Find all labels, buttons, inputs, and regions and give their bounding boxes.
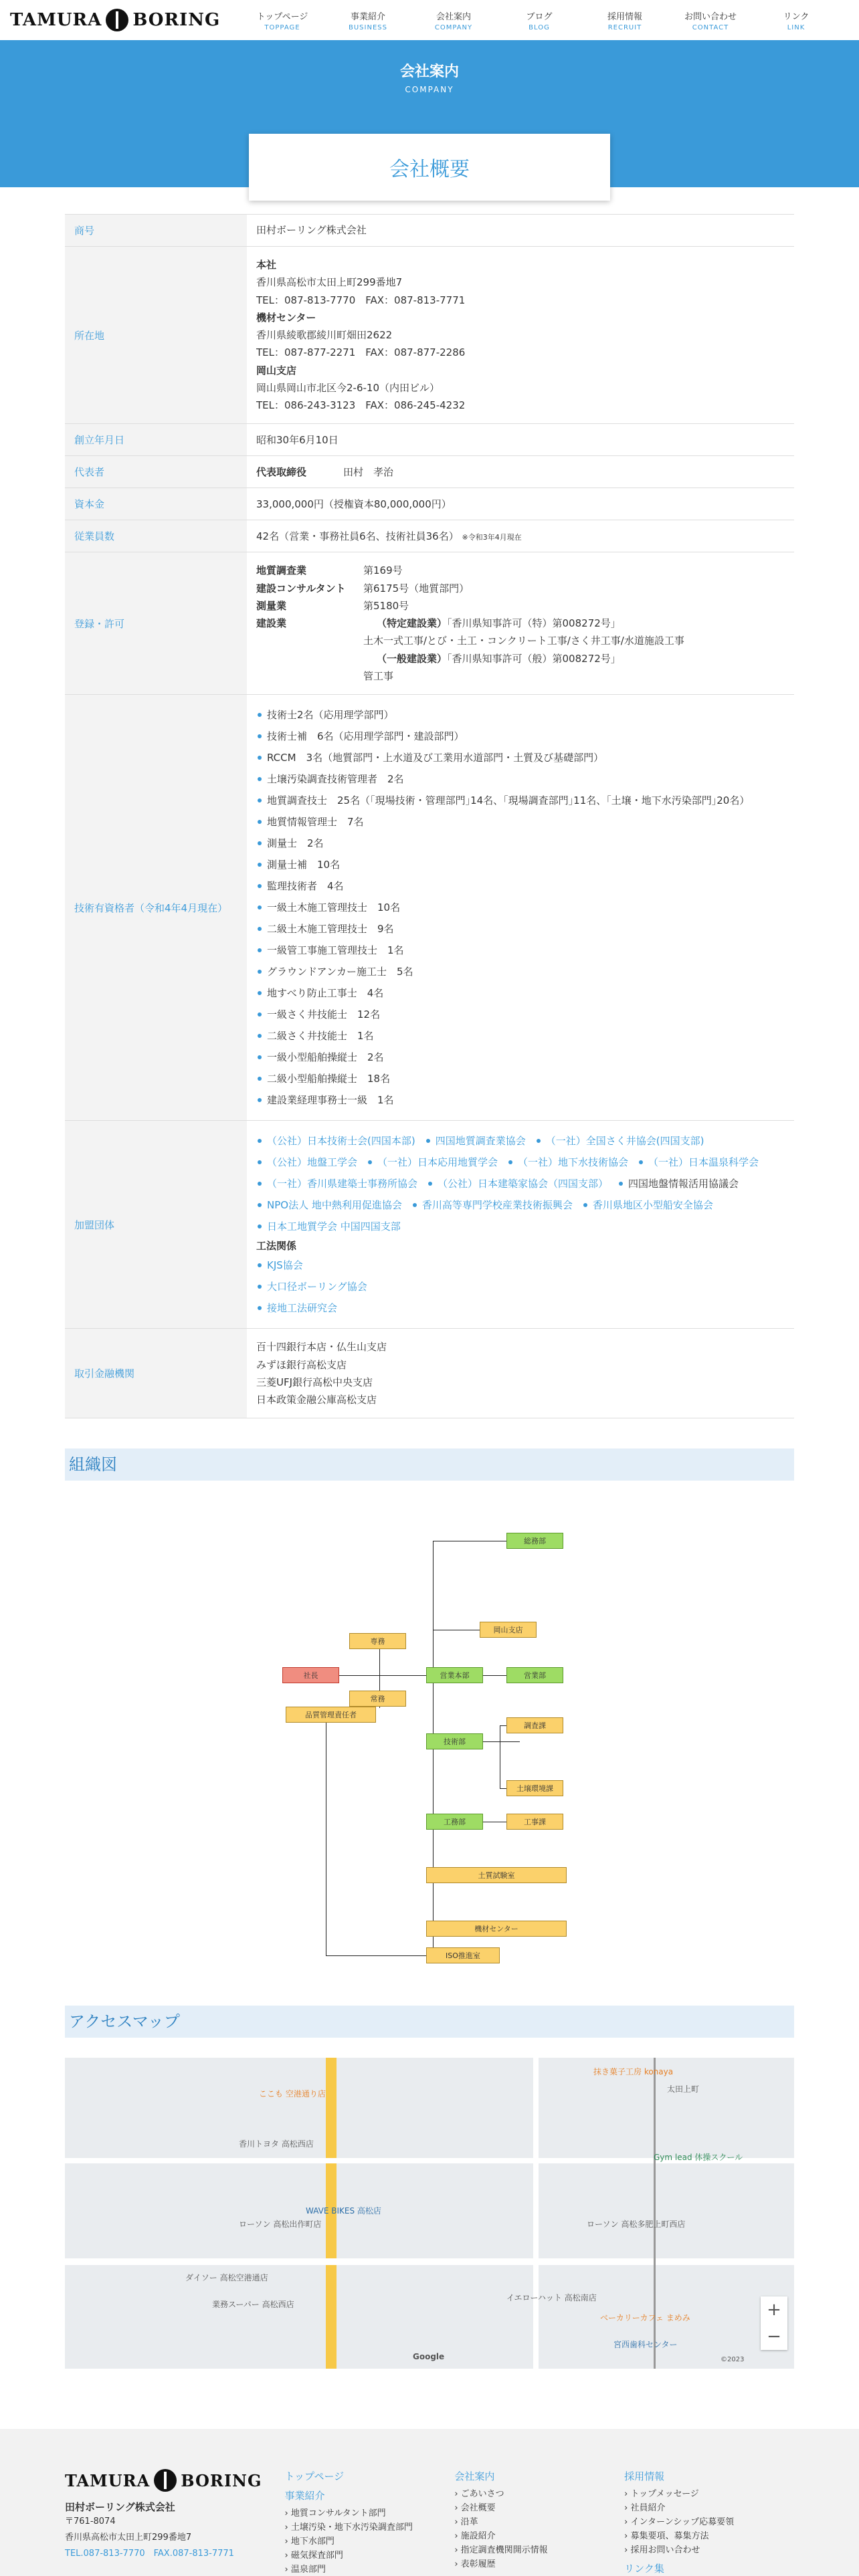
row-label: 創立年月日 <box>65 424 247 456</box>
reg-kensetsu-permit: 「香川県知事許可（般）第008272号」 <box>447 652 621 665</box>
nav-sub: BUSINESS <box>349 23 387 31</box>
hero-title: 会社案内 <box>399 64 459 80</box>
map-label: ダイソー 高松空港通店 <box>185 2273 268 2283</box>
row-label: 商号 <box>65 215 247 247</box>
nav-label: お問い合わせ <box>684 11 737 22</box>
map-label: 香川トヨタ 高松西店 <box>239 2139 314 2149</box>
association-item[interactable]: （一社）香川県建築士事務所協会 <box>256 1173 417 1194</box>
qualification-item: グラウンドアンカー施工士 5名 <box>256 961 785 982</box>
row-value: 昭和30年6月10日 <box>247 424 794 456</box>
map-label: ベーカリーカフェ まめみ <box>600 2313 690 2323</box>
org-line <box>326 1955 433 1956</box>
nav-sub: COMPANY <box>434 23 473 31</box>
reg-kensetsu-scope: 土木一式工事/とび・土工・コンクリート工事/さく井工事/水道施設工事 <box>363 635 684 647</box>
site-header <box>0 0 859 40</box>
row-value <box>247 456 794 488</box>
footer-link[interactable]: › 表彰履歴 <box>454 2557 624 2571</box>
office-address: 香川県高松市太田上町299番地7 <box>256 276 403 289</box>
footer-col-company <box>454 2469 624 2576</box>
nav-label: 会社案内 <box>436 11 471 22</box>
zoom-out-icon[interactable]: − <box>767 2327 781 2347</box>
table-row <box>65 215 794 247</box>
footer-heading-business[interactable]: 事業紹介 <box>284 2490 325 2502</box>
association-item[interactable]: 香川県地区小型船安全協会 <box>582 1194 713 1216</box>
map-label: 業務スーパー 高松西店 <box>212 2300 294 2310</box>
footer-link[interactable]: › 社員紹介 <box>624 2501 794 2515</box>
footer-link-top[interactable]: トップページ <box>284 2470 345 2483</box>
access-map-heading: アクセスマップ <box>65 2006 794 2038</box>
footer-link[interactable]: › 地質コンサルタント部門 <box>285 2506 455 2520</box>
footer-address: 香川県高松市太田上町299番地7 <box>65 2533 192 2543</box>
nav-item-business[interactable] <box>325 9 411 31</box>
nav-sub: TOPPAGE <box>264 23 300 31</box>
org-quality-manager: 品質管理責任者 <box>286 1707 376 1723</box>
qualification-item: 一級管工事施工管理技士 1名 <box>256 940 785 961</box>
org-kizai: 機材センター <box>426 1921 567 1937</box>
row-label: 資本金 <box>65 488 247 520</box>
table-row <box>65 456 794 488</box>
association-item[interactable]: （一社）日本温泉科学会 <box>638 1152 759 1173</box>
reg-value: 第5180号 <box>363 599 409 612</box>
qualification-item: 地すべり防止工事士 4名 <box>256 982 785 1004</box>
logo-mark-icon <box>154 2469 177 2492</box>
office-tel: TEL：086-243-3123 FAX：086-245-4232 <box>256 399 466 411</box>
association-row <box>256 1130 785 1152</box>
footer-logo[interactable]: TAMURA BORING <box>65 2469 285 2492</box>
footer-link[interactable]: › インターンシップ応募要領 <box>624 2515 794 2529</box>
association-row <box>256 1173 785 1194</box>
qualification-item: 一級小型船舶操縦士 2名 <box>256 1047 785 1068</box>
row-label: 取引金融機関 <box>65 1329 247 1418</box>
bank-list <box>247 1329 794 1418</box>
footer-link[interactable]: › 温泉部門 <box>285 2563 455 2576</box>
org-iso: ISO推進室 <box>426 1947 500 1963</box>
reg-value: 第169号 <box>363 564 403 577</box>
office-address: 岡山県岡山市北区今2-6-10（内田ビル） <box>256 381 440 394</box>
office-tel: TEL：087-813-7770 FAX：087-813-7771 <box>256 294 466 306</box>
association-row <box>256 1194 785 1216</box>
footer-company-name: 田村ボーリング株式会社 <box>65 2501 175 2514</box>
reg-key: 測量業 <box>256 599 287 612</box>
footer-link[interactable]: › 地下水部門 <box>285 2535 455 2549</box>
row-label: 所在地 <box>65 247 247 424</box>
nav-sub: RECRUIT <box>607 23 642 31</box>
qualification-item: 一級さく井技能士 12名 <box>256 1004 785 1025</box>
kouhou-item[interactable]: 大口径ボーリング協会 <box>256 1276 785 1297</box>
org-okayama: 岡山支店 <box>480 1622 537 1638</box>
association-item[interactable]: 香川高等専門学校産業技術振興会 <box>411 1194 573 1216</box>
office-list <box>247 247 794 424</box>
org-doshitsu: 土質試験室 <box>426 1867 567 1883</box>
table-row <box>65 552 794 695</box>
qualification-item: 建設業経理事務士一級 1名 <box>256 1089 785 1111</box>
association-item[interactable]: 日本工地質学会 中国四国支部 <box>256 1216 401 1237</box>
map-label: イエローハット 高松南店 <box>506 2293 597 2303</box>
association-row <box>256 1216 785 1237</box>
org-president: 社長 <box>282 1667 339 1683</box>
site-logo[interactable]: TAMURA BORING <box>10 10 221 30</box>
map-google-logo: Google <box>413 2352 445 2362</box>
company-overview-table <box>65 214 794 1418</box>
reg-kensetsu-scope: 管工事 <box>363 669 394 682</box>
registration-grid <box>256 562 785 685</box>
kouhou-heading: 工法関係 <box>256 1240 297 1252</box>
zoom-in-icon[interactable]: + <box>767 2300 781 2321</box>
bank-item: 三菱UFJ銀行高松中央支店 <box>256 1376 373 1388</box>
footer-link[interactable]: › 採用お問い合わせ <box>624 2543 794 2557</box>
org-soumu: 総務部 <box>506 1533 563 1549</box>
qualification-item: 技術士補 6名（応用理学部門・建設部門） <box>256 726 785 747</box>
qualification-item: 測量士補 10名 <box>256 854 785 875</box>
reg-kensetsu-permit: 「香川県知事許可（特）第008272号」 <box>447 617 621 629</box>
footer-link[interactable]: › 沿革 <box>454 2515 624 2529</box>
qualification-item: 一級土木施工管理技士 10名 <box>256 897 785 918</box>
office-name: 機材センター <box>256 311 316 324</box>
nav-label: トップページ <box>256 11 308 22</box>
row-label: 代表者 <box>65 456 247 488</box>
org-senmu: 専務 <box>349 1633 406 1649</box>
association-item: 四国地盤情報活用協議会 <box>617 1173 739 1194</box>
page-title: 会社概要 <box>249 134 610 201</box>
org-eigyo-hq: 営業本部 <box>426 1667 483 1683</box>
office-address: 香川県綾歌郡綾川町畑田2622 <box>256 329 393 341</box>
bank-item: 日本政策金融公庫高松支店 <box>256 1394 377 1406</box>
footer-link[interactable]: › 磁気探査部門 <box>285 2549 455 2563</box>
map-label: ここも 空港通り店 <box>259 2089 326 2099</box>
footer-link[interactable]: › ごあいさつ <box>454 2487 624 2501</box>
row-value <box>247 520 794 552</box>
logo-mark-icon <box>106 9 128 31</box>
footer-zip: 〒761-8074 <box>65 2516 116 2527</box>
map-label: 宮西歯科センター <box>613 2340 678 2350</box>
nav-label: 事業紹介 <box>350 11 385 22</box>
association-list <box>247 1121 794 1329</box>
footer-link[interactable]: › 指定調査機関開示情報 <box>454 2543 624 2557</box>
nav-sub: LINK <box>787 23 805 31</box>
rep-title: 代表取締役 <box>256 465 307 478</box>
staff-note: ※令和3年4月現在 <box>462 532 522 542</box>
map-road <box>533 2058 539 2369</box>
map-zoom-controls <box>761 2296 787 2350</box>
reg-key: 建設コンサルタント <box>256 582 346 595</box>
association-item[interactable]: （一社）全国さく井協会(四国支部) <box>535 1130 704 1152</box>
association-row <box>256 1152 785 1173</box>
nav-label: リンク <box>783 11 809 22</box>
qualification-item: 測量士 2名 <box>256 833 785 854</box>
footer-company <box>65 2469 285 2576</box>
qualification-item: 地質調査技士 25名（｢現場技術・管理部門｣14名、｢現場調査部門｣11名、｢土壌・地下水汚染部門｣20名） <box>256 790 785 811</box>
registration-list <box>247 552 794 695</box>
nav-sub: CONTACT <box>692 23 729 31</box>
rep-name: 田村 孝治 <box>343 465 394 478</box>
org-chart <box>65 1481 794 1989</box>
table-row <box>65 1329 794 1418</box>
office-tel: TEL：087-877-2271 FAX：087-877-2286 <box>256 346 466 359</box>
map-label: ローソン 高松多肥上町西店 <box>587 2220 686 2230</box>
reg-kensetsu-type: （一般建設業） <box>377 652 448 665</box>
nav-item-company[interactable] <box>411 9 496 31</box>
footer-link[interactable]: › 土壌汚染・地下水汚染調査部門 <box>285 2520 455 2535</box>
row-label: 登録・許可 <box>65 552 247 695</box>
table-row <box>65 424 794 456</box>
qualification-item: 監理技術者 4名 <box>256 875 785 897</box>
reg-key: 建設業 <box>256 617 287 629</box>
association-rows <box>256 1130 785 1237</box>
table-row <box>65 695 794 1121</box>
kouhou-item[interactable]: 接地工法研究会 <box>256 1297 785 1319</box>
map-label: 抹き菓子工房 konaya <box>593 2067 674 2077</box>
qualification-item: 二級土木施工管理技士 9名 <box>256 918 785 940</box>
org-koumu: 工務部 <box>426 1814 483 1830</box>
nav-label: 採用情報 <box>607 11 642 22</box>
footer-col-business <box>285 2469 455 2576</box>
nav-label: ブログ <box>526 11 553 22</box>
org-gijutsu: 技術部 <box>426 1733 483 1749</box>
footer-heading-recruit[interactable]: 採用情報 <box>624 2470 665 2483</box>
qualification-list <box>247 695 794 1121</box>
site-footer <box>0 2429 859 2576</box>
qualification-bullets <box>256 704 785 1111</box>
qualification-item: 技術士2名（応用理学部門） <box>256 704 785 726</box>
nav-item-link[interactable] <box>753 9 839 31</box>
nav-item-contact[interactable] <box>668 9 753 31</box>
hero-subtitle: COMPANY <box>405 85 454 94</box>
association-item[interactable]: （公社）日本技術士会(四国本部) <box>256 1130 415 1152</box>
reg-kensetsu-type: （特定建設業） <box>377 617 448 629</box>
org-kouji: 工事課 <box>506 1814 563 1830</box>
org-chart-heading: 組織図 <box>65 1448 794 1481</box>
map-label: WAVE BIKES 高松店 <box>306 2206 381 2216</box>
footer-heading-links[interactable]: リンク集 <box>624 2563 664 2575</box>
bank-item: 百十四銀行本店・仏生山支店 <box>256 1341 387 1354</box>
footer-col-recruit <box>624 2469 794 2576</box>
association-item[interactable]: （公社）日本建築家協会（四国支部） <box>427 1173 608 1194</box>
row-label: 技術有資格者（令和4年4月現在） <box>65 695 247 1121</box>
footer-telfax[interactable]: TEL.087-813-7770 FAX.087-813-7771 <box>65 2549 234 2559</box>
map-copyright: ©2023 <box>721 2356 745 2364</box>
nav-sub: BLOG <box>529 23 550 31</box>
row-label: 従業員数 <box>65 520 247 552</box>
table-row <box>65 247 794 424</box>
map-label: 太田上町 <box>667 2084 700 2095</box>
nav-item-recruit[interactable] <box>582 9 668 31</box>
org-chosa-ka: 調査課 <box>506 1717 563 1733</box>
table-row <box>65 520 794 552</box>
row-value: 田村ボーリング株式会社 <box>247 215 794 247</box>
bank-item: みずほ銀行高松支店 <box>256 1358 347 1371</box>
qualification-item: 土壌汚染調査技術管理者 2名 <box>256 768 785 790</box>
global-nav <box>240 9 839 31</box>
association-item[interactable]: 四国地質調査業協会 <box>425 1130 526 1152</box>
nav-item-blog[interactable] <box>496 9 582 31</box>
qualification-item: 地質情報管理士 7名 <box>256 811 785 833</box>
row-value: 33,000,000円（授権資本80,000,000円） <box>247 488 794 520</box>
office-name: 本社 <box>256 259 277 271</box>
association-item[interactable]: （一社）地下水技術協会 <box>507 1152 628 1173</box>
association-item[interactable]: （一社）日本応用地質学会 <box>367 1152 498 1173</box>
kouhou-bullets <box>256 1255 785 1319</box>
reg-key: 地質調査業 <box>256 564 307 577</box>
footer-link[interactable]: › 施設紹介 <box>454 2529 624 2543</box>
access-map[interactable] <box>65 2058 794 2369</box>
reg-value: 第6175号（地質部門） <box>363 582 470 595</box>
table-row <box>65 1121 794 1329</box>
org-eigyo: 営業部 <box>506 1667 563 1683</box>
reg-kensetsu <box>363 615 785 685</box>
footer-heading-company[interactable]: 会社案内 <box>454 2470 495 2483</box>
staff-value: 42名（営業・事務社員6名、技術社員36名） <box>256 530 459 542</box>
qualification-item: RCCM 3名（地質部門・上水道及び工業用水道部門・土質及び基礎部門） <box>256 747 785 768</box>
org-jomu: 常務 <box>349 1691 406 1707</box>
map-label: ローソン 高松出作町店 <box>239 2220 322 2230</box>
org-dojo: 土壌環境課 <box>506 1780 563 1796</box>
footer-link[interactable]: › トップメッセージ <box>624 2487 794 2501</box>
table-row <box>65 488 794 520</box>
map-road <box>65 2258 794 2265</box>
map-label: Gym lead 体操スクール <box>654 2153 743 2163</box>
association-item[interactable]: NPO法人 地中熱利用促進協会 <box>256 1194 402 1216</box>
footer-link[interactable]: › 会社概要 <box>454 2501 624 2515</box>
row-label: 加盟団体 <box>65 1121 247 1329</box>
kouhou-item[interactable]: KJS協会 <box>256 1255 785 1276</box>
qualification-item: 二級小型船舶操縦士 18名 <box>256 1068 785 1089</box>
association-item[interactable]: （公社）地盤工学会 <box>256 1152 357 1173</box>
office-name: 岡山支店 <box>256 364 297 377</box>
footer-link[interactable]: › 募集要項、募集方法 <box>624 2529 794 2543</box>
nav-item-top[interactable] <box>240 9 325 31</box>
qualification-item: 二級さく井技能士 1名 <box>256 1025 785 1047</box>
